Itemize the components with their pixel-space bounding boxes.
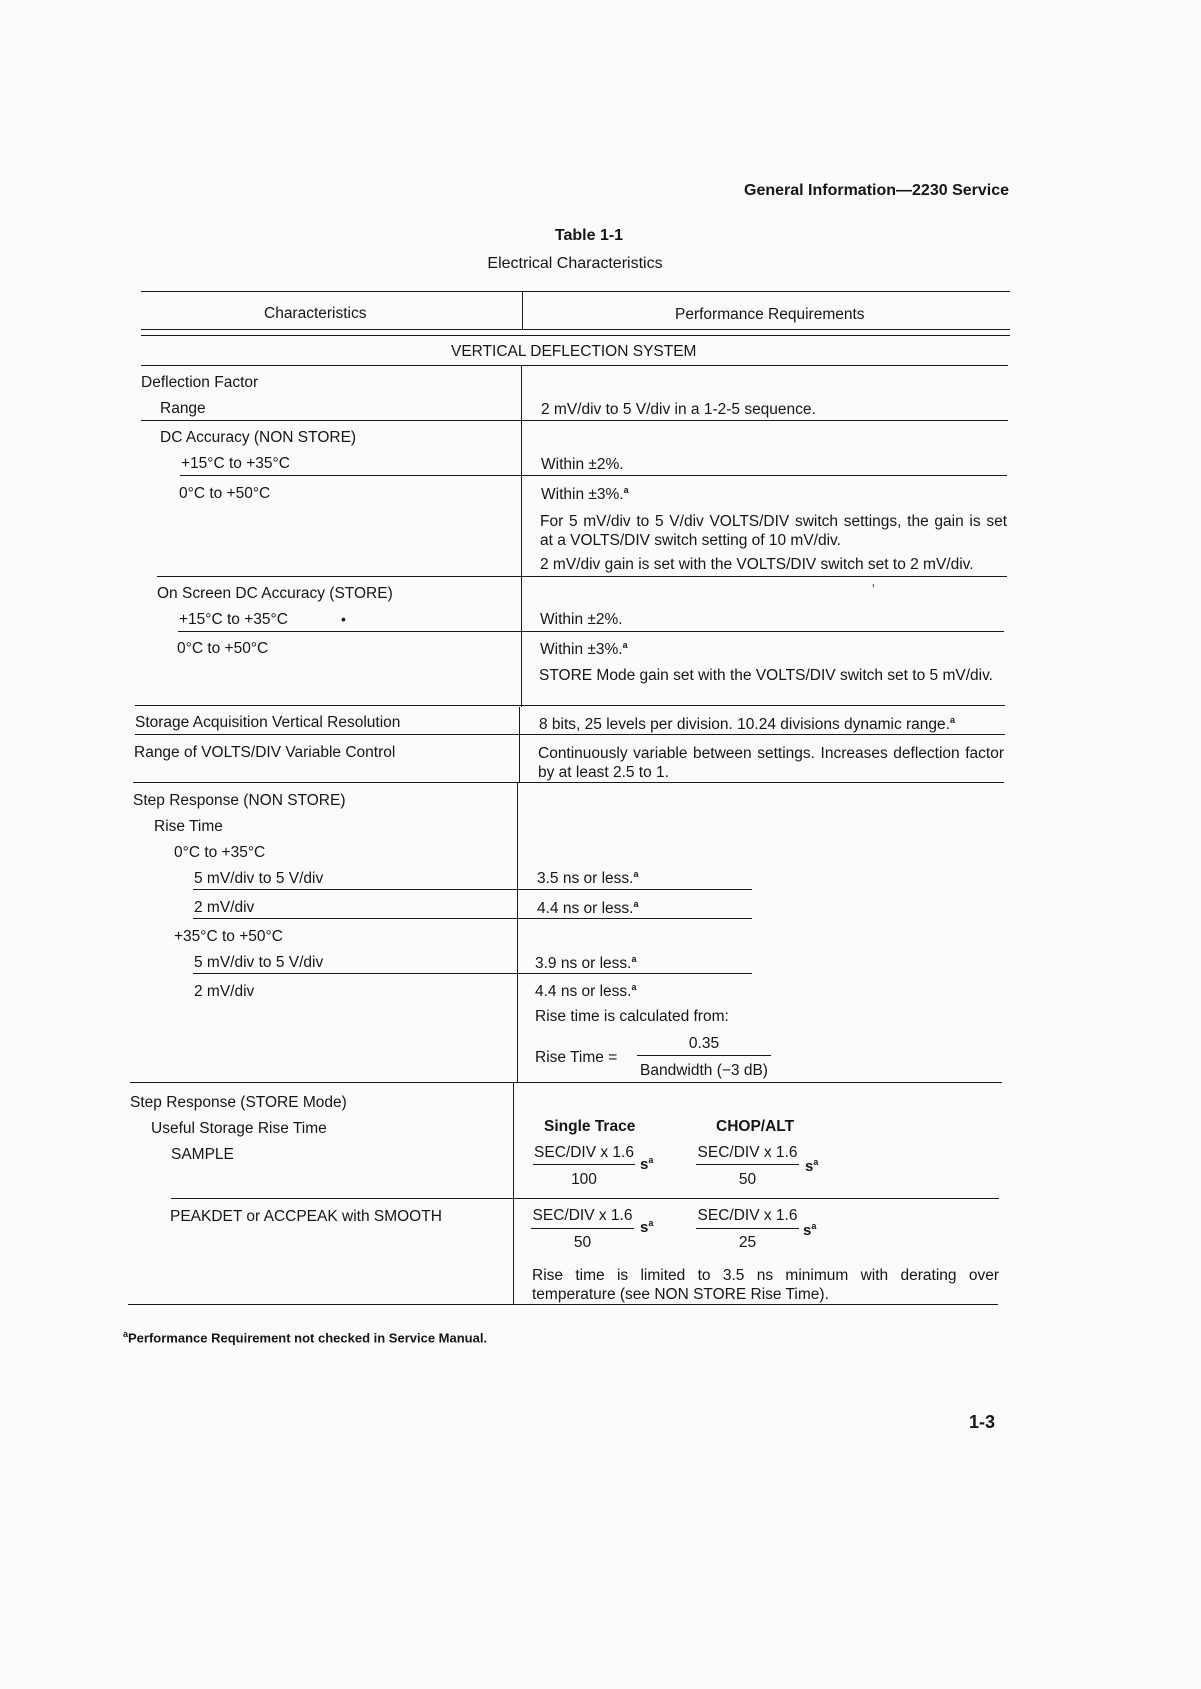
store-gain: STORE Mode gain set with the VOLTS/DIV switch set to 5 mV/div. [539, 667, 993, 684]
sample-single-numerator: SEC/DIV x 1.6 [534, 1144, 634, 1161]
chop-alt-header: CHOP/ALT [716, 1118, 795, 1135]
peakdet-chop-numerator: SEC/DIV x 1.6 [697, 1207, 798, 1224]
within-3-b: Within ±3%.$^a$ [540, 640, 628, 659]
temp-15-35-a: +15°C to +35°C [181, 455, 290, 472]
onscreen-accuracy: On Screen DC Accuracy (STORE) [157, 585, 393, 602]
range: Range [160, 400, 206, 417]
page-number: 1-3 [969, 1412, 996, 1432]
rt-5mv-a: 5 mV/div to 5 V/div [194, 870, 324, 887]
sample-chop-numerator: SEC/DIV x 1.6 [697, 1144, 798, 1161]
stray-dot: • [341, 611, 346, 627]
rt-2mv-a-req: 4.4 ns or less.$^a$ [537, 899, 639, 918]
range-req: 2 mV/div to 5 V/div in a 1-2-5 sequence. [541, 401, 816, 418]
rt-2mv-b: 2 mV/div [194, 983, 255, 1000]
step-response-nonstore: Step Response (NON STORE) [133, 792, 346, 809]
gain2-note: 2 mV/div gain is set with the VOLTS/DIV switch set to 2 mV/div. [540, 556, 974, 573]
rt-5mv-b-req: 3.9 ns or less.$^a$ [535, 954, 637, 973]
variable-control: Range of VOLTS/DIV Variable Control [134, 744, 396, 761]
within-2-a: Within ±2%. [541, 456, 624, 473]
col-header-characteristics: Characteristics [264, 305, 367, 322]
variable-control-req: Continuously variable between settings. Increases deflection factor by at least 2.5 to 1. [538, 745, 1004, 781]
gain-note: For 5 mV/div to 5 V/div VOLTS/DIV switch settings, the gain is set at a VOLTS/DIV switch setting of 10 mV/div. [540, 513, 1007, 549]
peakdet-single-unit: $s^a$ [640, 1218, 654, 1236]
rise-time-label: Rise Time = [535, 1049, 618, 1066]
storage-resolution: Storage Acquisition Vertical Resolution [135, 714, 401, 731]
sample-chop-denominator: 50 [738, 1171, 757, 1188]
rt-2mv-b-req: 4.4 ns or less.$^a$ [535, 982, 637, 1001]
table-number: Table 1-1 [554, 227, 624, 244]
rise-time-denominator: Bandwidth (−3 dB) [640, 1062, 768, 1079]
within-2-b: Within ±2%. [540, 611, 623, 628]
temp-0-35: 0°C to +35°C [174, 844, 266, 861]
peakdet-single-numerator: SEC/DIV x 1.6 [532, 1207, 633, 1224]
step-response-store: Step Response (STORE Mode) [130, 1094, 347, 1111]
stray-mark: ʼ [872, 582, 875, 596]
temp-0-50-b: 0°C to +50°C [177, 640, 269, 657]
rise-time-numerator: 0.35 [688, 1035, 720, 1052]
sample-chop-unit: $s^a$ [805, 1157, 819, 1175]
rt-5mv-a-req: 3.5 ns or less.$^a$ [537, 869, 639, 888]
temp-35-50: +35°C to +50°C [174, 928, 283, 945]
footnote: $^a$Performance Requirement not checked in Service Manual. [123, 1329, 488, 1346]
rise-time: Rise Time [154, 818, 223, 835]
limit-note: Rise time is limited to 3.5 ns minimum with derating over temperature (see NON STORE Rise Time). [532, 1267, 999, 1303]
within-3-a: Within ±3%.$^a$ [541, 485, 629, 504]
sample-mode: SAMPLE [171, 1146, 234, 1163]
table-title: Electrical Characteristics [487, 255, 663, 272]
deflection-factor: Deflection Factor [141, 374, 259, 391]
peakdet-chop-unit: $s^a$ [803, 1221, 817, 1239]
temp-0-50-a: 0°C to +50°C [179, 485, 271, 502]
peakdet-chop-denominator: 25 [738, 1234, 757, 1251]
sample-single-denominator: 100 [571, 1171, 597, 1188]
sample-single-unit: $s^a$ [640, 1155, 654, 1173]
single-trace-header: Single Trace [544, 1118, 636, 1135]
col-header-performance: Performance Requirements [675, 306, 865, 323]
peakdet-single-denominator: 50 [573, 1234, 592, 1251]
rt-5mv-b: 5 mV/div to 5 V/div [194, 954, 324, 971]
temp-15-35-b: +15°C to +35°C [179, 611, 288, 628]
useful-storage-rise-time: Useful Storage Rise Time [151, 1120, 327, 1137]
calc-note: Rise time is calculated from: [535, 1008, 729, 1025]
storage-resolution-req: 8 bits, 25 levels per division. 10.24 divisions dynamic range.$^a$ [539, 715, 955, 734]
running-header: General Information—2230 Service [744, 182, 1009, 199]
peakdet-mode: PEAKDET or ACCPEAK with SMOOTH [170, 1208, 442, 1225]
rt-2mv-a: 2 mV/div [194, 899, 255, 916]
dc-accuracy: DC Accuracy (NON STORE) [160, 429, 357, 446]
section-header: VERTICAL DEFLECTION SYSTEM [451, 343, 697, 360]
